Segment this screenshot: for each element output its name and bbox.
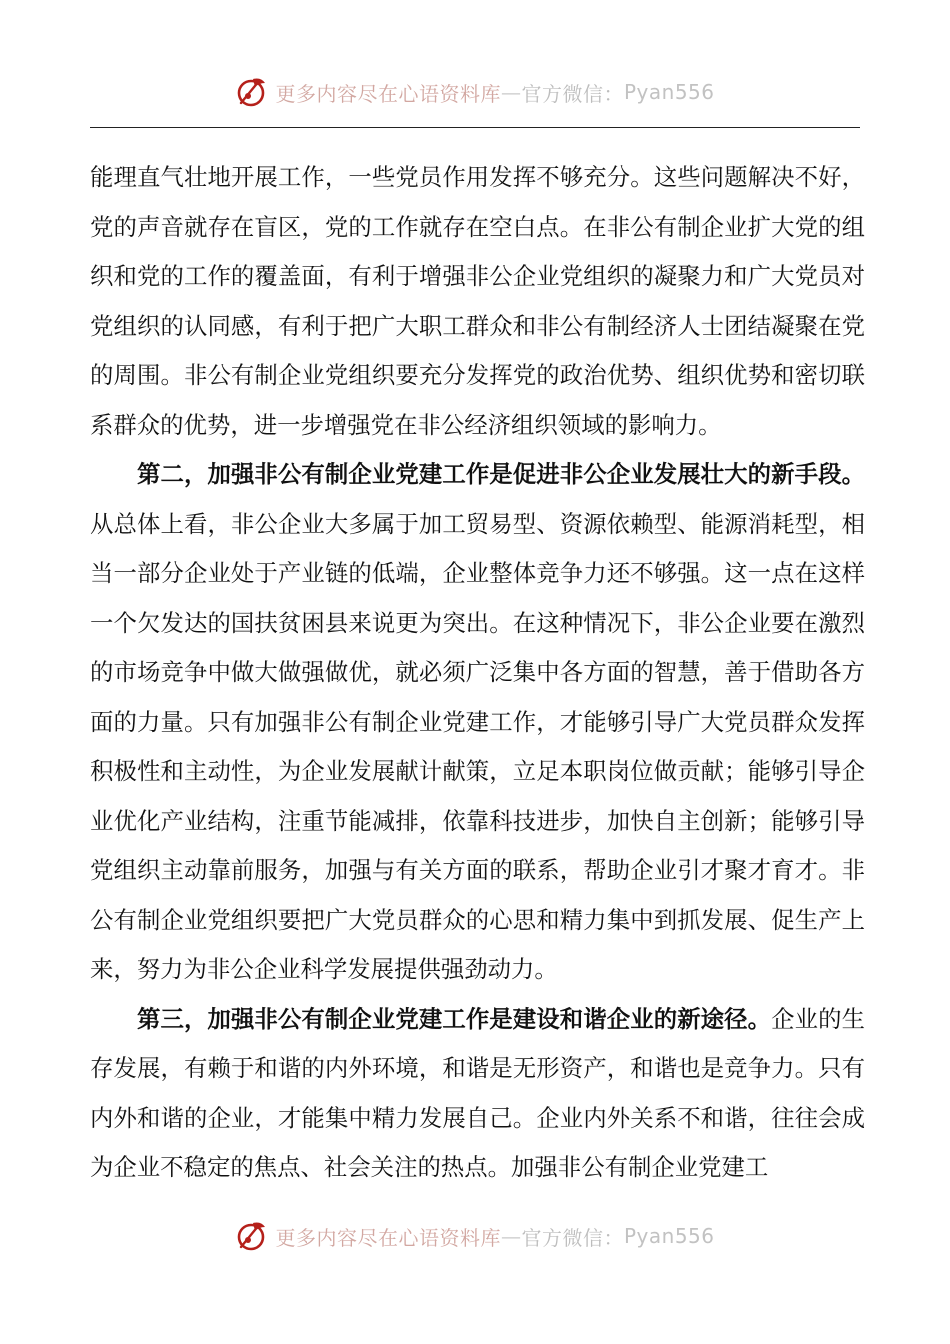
document-body bbox=[90, 153, 865, 1193]
paragraph-3 bbox=[90, 995, 865, 1193]
paragraph-1 bbox=[90, 153, 865, 450]
paragraph-text: 从总体上看，非公企业大多属于加工贸易型、资源依赖型、能源消耗型，相当一部分企业处于产业链的低端，企业整体竞争力还不够强。这一点在这样一个欠发达的国扶贫困县来说更为突出。在这种情况下，非公企业要在激烈的市场竞争中做大做强做优，就必须广泛集中各方面的智慧，善于借助各方面的力量。只有加强非公有制企业党建工作，才能够引导广大党员群众发挥积极性和主动性，为企业发展献计献策，立足本职岗位做贡献；能够引导企业优化产业结构，注重节能减排，依靠科技进步，加快自主创新；能够引导党组织主动靠前服务，加强与有关方面的联系，帮助企业引才聚才育才。非公有制企业党组织要把广大党员群众的心思和精力集中到抓发展、促生产上来，努力为非公企业科学发展提供强劲动力。 bbox=[90, 509, 865, 983]
header-watermark bbox=[0, 70, 950, 114]
watermark-wechat-id: Pyan556 bbox=[623, 80, 715, 104]
watermark-text: 更多内容尽在心语资料库 bbox=[275, 1225, 501, 1250]
paragraph-text: 能理直气壮地开展工作，一些党员作用发挥不够充分。这些问题解决不好，党的声音就存在盲区，党的工作就存在空白点。在非公有制企业扩大党的组织和党的工作的覆盖面，有利于增强非公企业党组织的凝聚力和广大党员对党组织的认同感，有利于把广大职工群众和非公有制经济人士团结凝聚在党的周围。非公有制企业党组织要充分发挥党的政治优势、组织优势和密切联系群众的优势，进一步增强党在非公经济组织领域的影响力。 bbox=[90, 163, 865, 439]
logo-icon bbox=[235, 75, 269, 109]
paragraph-text: 企业的生存发展，有赖于和谐的内外环境，和谐是无形资产，和谐也是竞争力。只有内外和谐的企业，才能集中精力发展自己。企业内外关系不和谐，往往会成为企业不稳定的焦点、社会关注的热点。加强非公有制企业党建工 bbox=[90, 1004, 866, 1181]
watermark-separator: — bbox=[500, 1224, 522, 1248]
paragraph-heading: 第三，加强非公有制企业党建工作是建设和谐企业的新途径。 bbox=[137, 1004, 772, 1033]
logo-icon bbox=[235, 1219, 269, 1253]
footer-watermark bbox=[0, 1214, 950, 1258]
watermark-wechat-id: Pyan556 bbox=[623, 1224, 715, 1248]
watermark-text: 更多内容尽在心语资料库 bbox=[275, 81, 501, 106]
watermark-wechat-label: 官方微信： bbox=[521, 81, 624, 106]
paragraph-2 bbox=[90, 450, 865, 995]
paragraph-heading: 第二，加强非公有制企业党建工作是促进非公企业发展壮大的新手段。 bbox=[137, 460, 865, 488]
header-divider bbox=[90, 127, 860, 128]
watermark-separator: — bbox=[500, 80, 522, 104]
watermark-wechat-label: 官方微信： bbox=[521, 1225, 624, 1250]
